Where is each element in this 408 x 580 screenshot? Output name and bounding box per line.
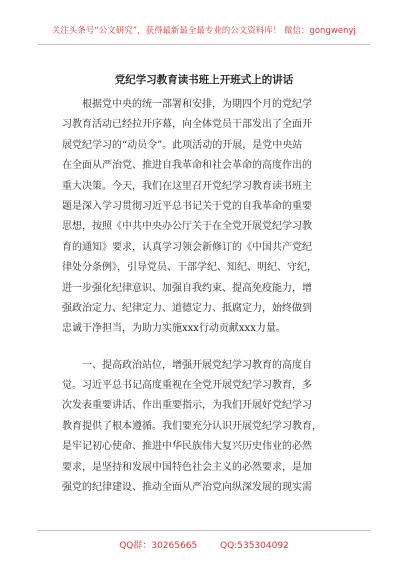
paragraph-line: 习教育活动已经拉开序幕，向全体党员干部发出了全面开: [62, 119, 312, 131]
paragraph-line: 次发表重要讲话、作出重要指示，为我们开展好党纪学习: [62, 400, 312, 412]
paragraph-line: 根据党中央的统一部署和安排，为期四个月的党纪学: [82, 99, 312, 110]
paragraph-line: 在全面从严治党、推进自我革命和社会革命的高度作出的: [62, 160, 312, 172]
document-title: 党纪学习教育读书班上开班式上的讲话: [114, 74, 294, 86]
qq-group-text: QQ群：30265665: [119, 541, 198, 551]
paragraph-line: 是牢记初心使命、推进中华民族伟大复兴历史伟业的必然: [62, 441, 312, 453]
paragraph-line: 育的通知》要求，认真学习领会新修订的《中国共产党纪: [62, 241, 312, 253]
footer: [0, 538, 408, 551]
paragraph-line: 思想，按照《中共中央办公厅关于在全党开展党纪学习教: [62, 221, 312, 233]
paragraph-line: 觉。习近平总书记高度重视在全党开展党纪学习教育，多: [62, 380, 312, 392]
paragraph-line: 重大决策。今天，我们在这里召开党纪学习教育读书班主: [62, 180, 312, 192]
paragraph-line: 律处分条例》，引导党员、干部学纪、知纪、明纪、守纪，: [62, 262, 317, 274]
header-divider: [38, 44, 370, 45]
paragraph-line: 展党纪学习的“动员令”。此项活动的开展，是党中央站: [62, 139, 303, 151]
paragraph-line: 忠诚干净担当，为助力实施xxx行动贡献xxx力量。: [62, 323, 286, 335]
footer-divider: [38, 530, 370, 531]
document-body: [62, 95, 350, 498]
paragraph-line: 强党的纪律建设、推动全面从严治党向纵深发展的现实需: [62, 482, 312, 494]
paragraph-line: 教育提供了根本遵循。我们要充分认识开展党纪学习教育，: [62, 420, 322, 432]
paragraph-line: 一、提高政治站位，增强开展党纪学习教育的高度自: [82, 359, 312, 371]
qq-text: QQ:535304092: [220, 541, 289, 551]
paragraph-line: 进一步强化纪律意识、加强自我约束、提高免疫能力，增: [62, 282, 312, 294]
paragraph-line: 强政治定力、纪律定力、道德定力、抵腐定力，始终做到: [62, 302, 312, 314]
paragraph-line: 要求，是坚持和发展中国特色社会主义的必然要求，是加: [62, 461, 312, 473]
header-banner: 关注头条号“公文研究”，获得最新最全最专业的公文资料库！ 微信：gongwenyj: [52, 25, 356, 35]
paragraph-line: 题是深入学习贯彻习近平总书记关于党的自我革命的重要: [62, 200, 312, 212]
